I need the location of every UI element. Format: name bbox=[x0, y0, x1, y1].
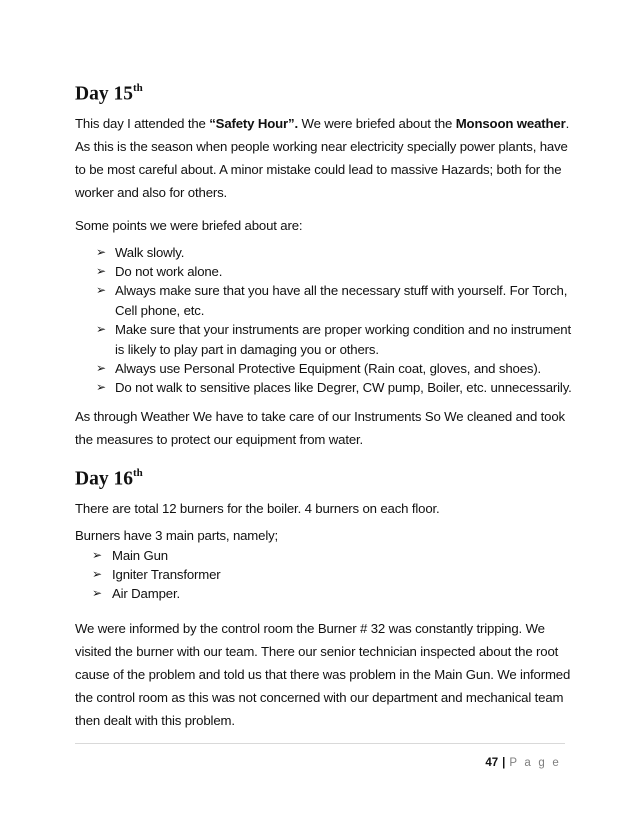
arrow-bullet-icon: ➢ bbox=[96, 283, 106, 298]
page-content bbox=[75, 78, 575, 732]
list-item bbox=[75, 243, 575, 262]
list-item-text: Do not walk to sensitive places like Degrer, CW pump, Boiler, etc. unnecessarily. bbox=[115, 380, 572, 396]
list-item-text: Do not work alone. bbox=[115, 263, 223, 279]
list-item bbox=[75, 281, 575, 320]
footer-separator: | bbox=[502, 757, 506, 769]
arrow-bullet-icon: ➢ bbox=[96, 263, 106, 278]
arrow-bullet-icon: ➢ bbox=[92, 547, 102, 562]
day16-parts-intro: Burners have 3 main parts, namely; bbox=[75, 528, 279, 544]
day15-intro-text-1: This day I attended the bbox=[75, 115, 210, 131]
list-item bbox=[75, 546, 575, 565]
day15-heading-sup: th bbox=[132, 82, 143, 94]
arrow-bullet-icon: ➢ bbox=[92, 567, 102, 582]
day15-points-list bbox=[75, 243, 575, 398]
list-item-text: Walk slowly. bbox=[115, 244, 185, 260]
footer-divider bbox=[75, 743, 565, 744]
day15-heading bbox=[75, 78, 575, 106]
list-item bbox=[75, 320, 575, 359]
list-item bbox=[75, 262, 575, 281]
arrow-bullet-icon: ➢ bbox=[96, 380, 106, 395]
day16-heading-text: Day 16 bbox=[75, 468, 133, 490]
list-item-text: Main Gun bbox=[112, 547, 168, 563]
day15-intro-paragraph bbox=[75, 112, 575, 204]
arrow-bullet-icon: ➢ bbox=[96, 360, 106, 375]
day15-points-intro: Some points we were briefed about are: bbox=[75, 217, 303, 233]
list-item-text: Make sure that your instruments are proper working condition and no instrument is likely to play part in damaging you or others. bbox=[115, 322, 571, 357]
list-item bbox=[75, 359, 575, 378]
page-number: 47 bbox=[485, 757, 499, 769]
day16-heading-sup: th bbox=[132, 466, 143, 479]
list-item-text: Always use Personal Protective Equipment (Rain coat, gloves, and shoes). bbox=[115, 360, 542, 376]
day16-burners-paragraph: There are total 12 burners for the boiler. 4 burners on each floor. bbox=[75, 501, 440, 517]
list-item bbox=[75, 378, 575, 397]
burner-parts-list bbox=[75, 546, 575, 604]
arrow-bullet-icon: ➢ bbox=[96, 244, 106, 259]
arrow-bullet-icon: ➢ bbox=[96, 322, 106, 337]
list-item-text: Always make sure that you have all the necessary stuff with yourself. For Torch, Cell phone, etc. bbox=[115, 283, 568, 318]
day16-report-paragraph: We were informed by the control room the Burner # 32 was constantly tripping. We visited the burner with our team. There our senior technician inspected about the root cause of the problem and told us that there was problem in the Main Gun. We informed the control room as this was not concerned with our department and mechanical team then dealt with this problem. bbox=[75, 620, 571, 728]
list-item-text: Air Damper. bbox=[112, 586, 180, 602]
day15-heading-text: Day 15 bbox=[75, 83, 133, 105]
day15-closing-paragraph: As through Weather We have to take care of our Instruments So We cleaned and took the measures to protect our equipment from water. bbox=[75, 408, 565, 447]
day15-intro-text-3: . As this is the season when people working near electricity specially power plants, have to be most careful about. A minor mistake could lead to massive Hazards; both for the worker and also for others. bbox=[75, 115, 570, 200]
day16-heading bbox=[75, 463, 575, 491]
arrow-bullet-icon: ➢ bbox=[92, 586, 102, 601]
safety-hour-bold: “Safety Hour”. bbox=[209, 115, 298, 131]
monsoon-weather-bold: Monsoon weather bbox=[455, 115, 566, 131]
day15-intro-text-2: We were briefed about the bbox=[298, 115, 456, 131]
page-label: P a g e bbox=[509, 757, 561, 769]
list-item-text: Igniter Transformer bbox=[112, 567, 221, 583]
list-item bbox=[75, 565, 575, 584]
list-item bbox=[75, 584, 575, 603]
page-footer bbox=[485, 757, 561, 769]
